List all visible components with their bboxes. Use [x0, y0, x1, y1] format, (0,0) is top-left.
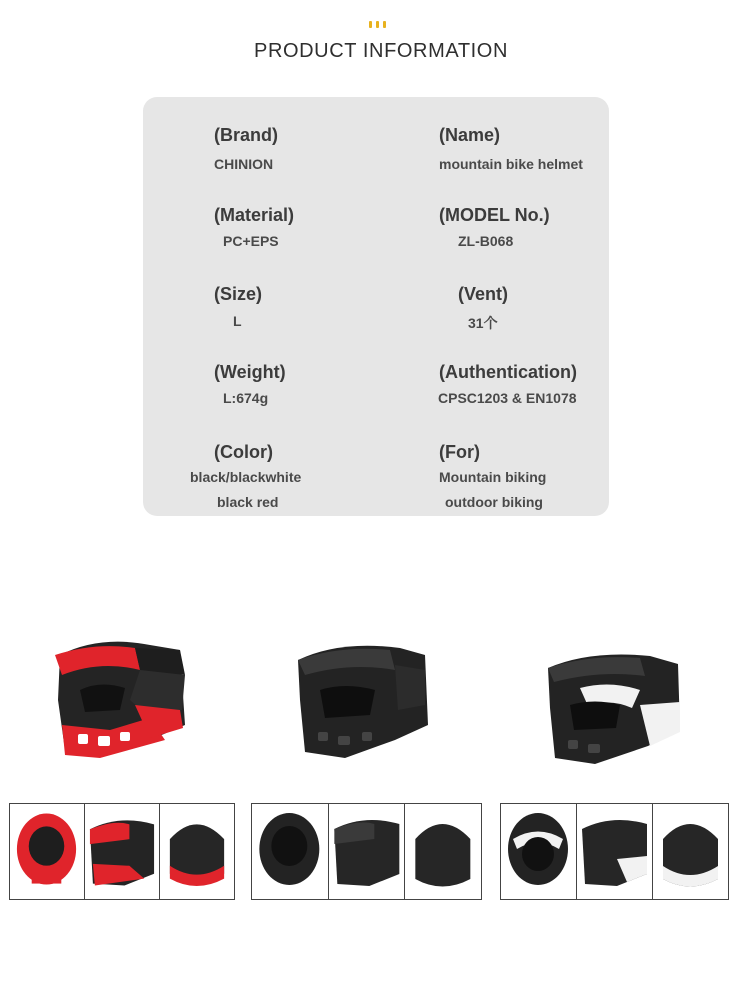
thumbnail-front[interactable]	[252, 804, 329, 899]
thumbnail-back[interactable]	[653, 804, 728, 899]
thumbnail-back[interactable]	[160, 804, 234, 899]
thumbnail-front[interactable]	[10, 804, 85, 899]
for-value-line1: Mountain biking	[439, 469, 547, 485]
helmet-red-black-image	[40, 630, 230, 780]
material-value: PC+EPS	[223, 233, 279, 249]
brand-value: CHINION	[214, 156, 274, 172]
weight-label: (Weight)	[214, 362, 286, 382]
spec-card	[143, 97, 609, 516]
thumbnail-strip-red	[9, 803, 235, 900]
brand-label: (Brand)	[214, 125, 278, 145]
thumbnail-side[interactable]	[329, 804, 406, 899]
material-label: (Material)	[214, 205, 295, 225]
name-value: mountain bike helmet	[439, 156, 583, 172]
weight-value: L:674g	[223, 390, 269, 406]
helmet-black-image	[290, 640, 440, 780]
authentication-label: (Authentication)	[439, 362, 577, 382]
name-label: (Name)	[439, 125, 501, 145]
vent-value: 31个	[468, 315, 498, 331]
accent-dots	[369, 21, 386, 28]
color-value-line1: black/blackwhite	[190, 469, 302, 485]
thumbnail-front[interactable]	[501, 804, 577, 899]
helmet-black-white-image	[540, 650, 690, 785]
accent-dot	[383, 21, 386, 28]
for-value-line2: outdoor biking	[445, 494, 543, 510]
model-value: ZL-B068	[458, 233, 514, 249]
color-value-line2: black red	[217, 494, 279, 510]
thumbnail-strip-black-white	[500, 803, 729, 900]
thumbnail-side[interactable]	[577, 804, 653, 899]
page-title: PRODUCT INFORMATION	[254, 40, 508, 62]
accent-dot	[369, 21, 372, 28]
thumbnail-strip-black	[251, 803, 482, 900]
model-label: (MODEL No.)	[439, 205, 550, 225]
accent-dot	[376, 21, 379, 28]
size-value: L	[233, 313, 242, 329]
color-label: (Color)	[214, 442, 273, 462]
for-label: (For)	[439, 442, 480, 462]
vent-label: (Vent)	[458, 284, 509, 304]
thumbnail-side[interactable]	[85, 804, 160, 899]
size-label: (Size)	[214, 284, 263, 304]
thumbnail-back[interactable]	[405, 804, 481, 899]
authentication-value: CPSC1203 & EN1078	[438, 390, 577, 406]
